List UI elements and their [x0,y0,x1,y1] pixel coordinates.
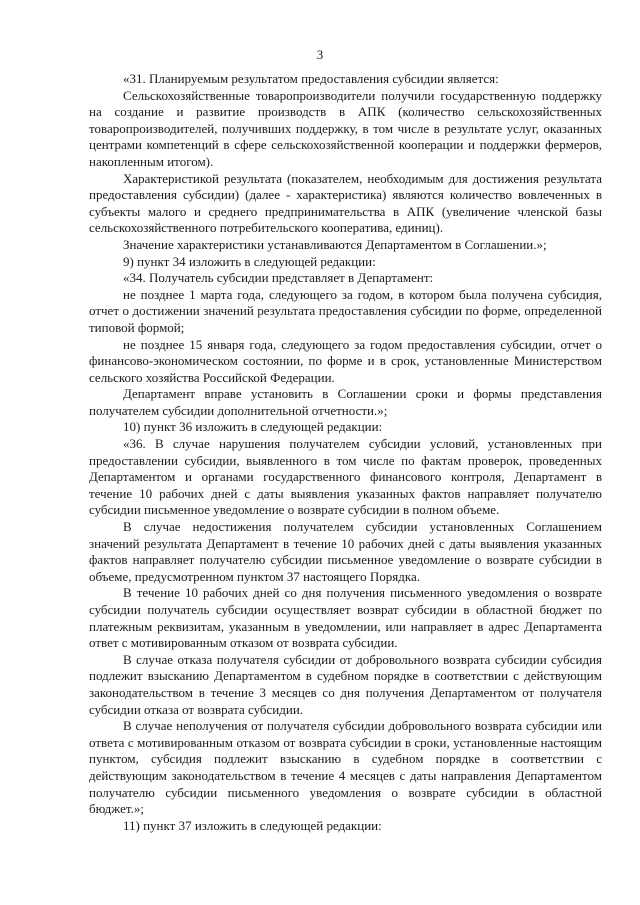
paragraph-36-non-achievement: В случае недостижения получателем субсидии установленных Соглашением значений результата Департамент в течение 10 рабочих дней с даты выявления указанных фактов направляет получателю субсидии письменное уведомление о возврате субсидии в объеме, предусмотренном пунктом 37 настоящего Порядка. [89,519,602,584]
paragraph-34-intro: «34. Получатель субсидии представляет в Департамент: [123,270,434,286]
paragraph-item-10: 10) пункт 36 изложить в следующей редакции: [123,419,383,435]
paragraph-36-refusal: В случае отказа получателя субсидии от добровольного возврата субсидии субсидия подлежит взысканию Департаментом в судебном порядке в соответствии с действующим законодательством в течение 3 месяцев со дня получения Департаментом от получателя субсидии отказа от возврата субсидии. [89,651,602,717]
document-body [89,71,602,834]
paragraph-31-intro: «31. Планируемым результатом предоставления субсидии является: [123,71,499,86]
paragraph-item-11: 11) пункт 37 изложить в следующей редакции: [123,817,382,833]
paragraph-36-non-receipt: В случае неполучения от получателя субсидии добровольного возврата субсидии или ответа с мотивированным отказом от возврата субсидии в сроки, установленные настоящим пунктом, субсидия подлежит взысканию в судебном порядке в соответствии с действующим законодательством в течение 4 месяцев с даты направления Департаментом получателю субсидии письменного уведомления о возврате субсидии в областной бюджет.»; [89,718,602,817]
paragraph-characteristic: Характеристикой результата (показателем, необходимым для достижения результата предоставления субсидии) (далее - характеристика) являются количество вовлеченных в субъекты малого и среднего предпринимательства в АПК (увеличение членской базы сельскохозяйственного потребительского кооператива, единиц). [89,170,602,236]
paragraph-characteristic-value: Значение характеристики устанавливаются Департаментом в Соглашении.»; [123,236,547,252]
paragraph-36-violation: «36. В случае нарушения получателем субсидии условий, установленных при предоставлении субсидии, выявленного в том числе по фактам проверок, проведенных Департаментом и органами государственного финансового контроля, Департамент в течение 10 рабочих дней с даты выявления указанных фактов направляет получателю субсидии письменное уведомление о возврате субсидии в полном объеме. [89,436,602,518]
page-number: 3 [316,47,324,62]
paragraph-34-additional: Департамент вправе установить в Соглашении сроки и формы представления получателем субсидии дополнительной отчетности.»; [89,386,602,418]
paragraph-36-return: В течение 10 рабочих дней со дня получения письменного уведомления о возврате субсидии получатель субсидии осуществляет возврат субсидии в областной бюджет по платежным реквизитам, указанным в уведомлении, или направляет в адрес Департамента ответ с мотивированным отказом от возврата субсидии. [89,585,602,651]
paragraph-34-march: не позднее 1 марта года, следующего за годом, в котором была получена субсидия, отчет о достижении значений результата предоставления субсидии по форме, определенной типовой формой; [89,286,602,335]
paragraph-item-9: 9) пункт 34 изложить в следующей редакции: [123,253,376,269]
paragraph-34-january: не позднее 15 января года, следующего за годом предоставления субсидии, отчет о финансово-экономическом состоянии, по форме и в срок, установленные Министерством сельского хозяйства Российской Федерации. [89,336,602,385]
paragraph-result-description: Сельскохозяйственные товаропроизводители получили государственную поддержку на создание и развитие производств в АПК (количество сельскохозяйственных товаропроизводителей, получивших поддержку, в том числе в результате услуг, оказанных центрами компетенций в сфере сельскохозяйственной кооперации и поддержки фермеров, накопленным итогом). [89,87,602,169]
